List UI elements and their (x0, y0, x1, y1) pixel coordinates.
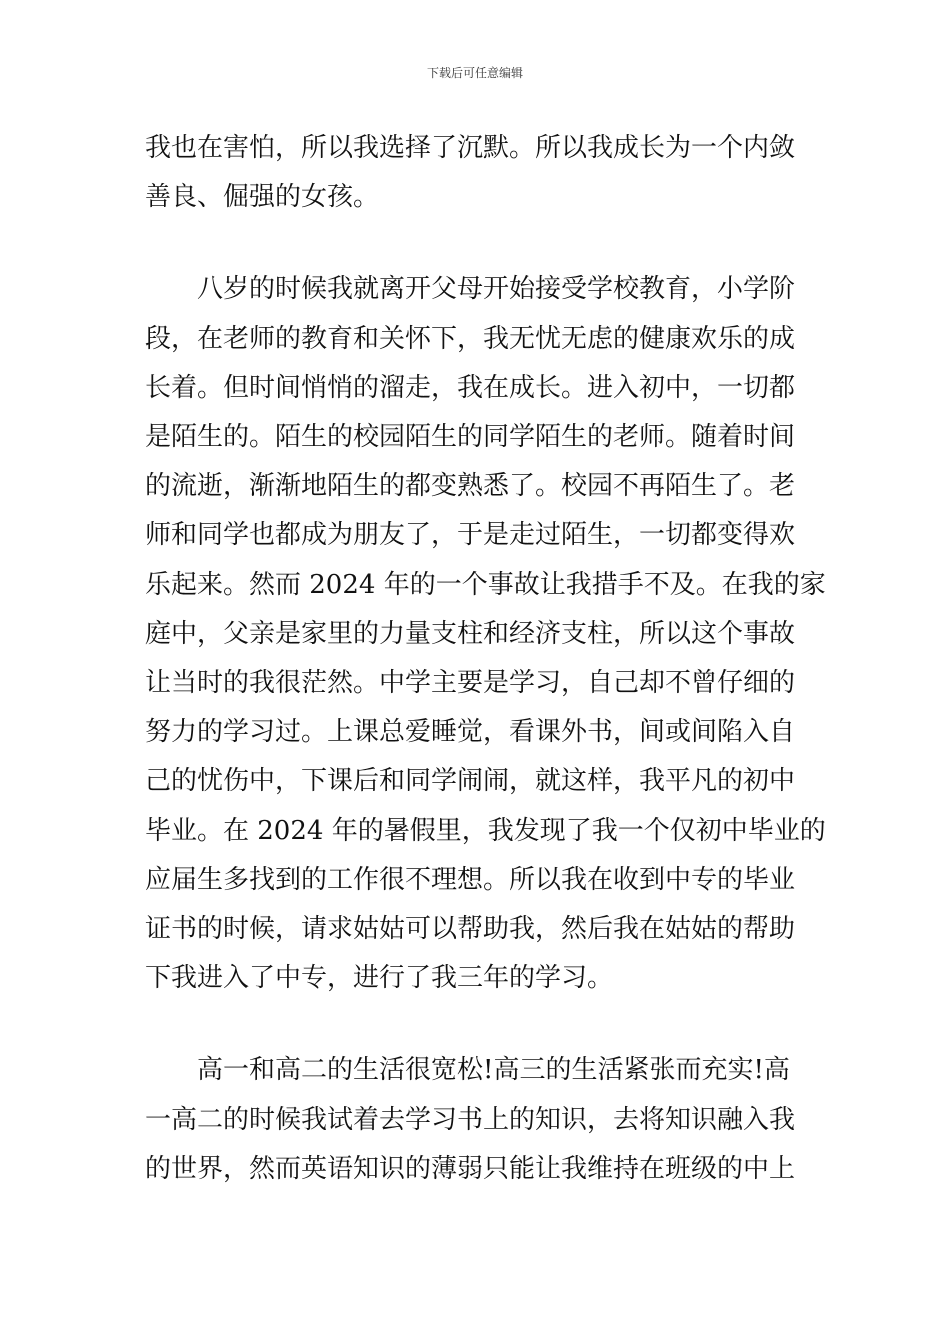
paragraph-line: 是陌生的。陌生的校园陌生的同学陌生的老师。随着时间 (145, 422, 796, 453)
paragraph-line: 八岁的时候我就离开父母开始接受学校教育，小学阶 (197, 274, 796, 305)
paragraph-1 (145, 124, 807, 222)
paragraph-line: 乐起来。然而 2024 年的一个事故让我措手不及。在我的家 (145, 569, 826, 600)
paragraph-line: 师和同学也都成为朋友了，于是走过陌生，一切都变得欢 (145, 520, 796, 551)
paragraph-line: 让当时的我很茫然。中学主要是学习，自己却不曾仔细的 (145, 668, 796, 699)
paragraph-line: 高一和高二的生活很宽松!高三的生活紧张而充实!高 (197, 1055, 790, 1086)
page-header (0, 64, 950, 82)
paragraph-line: 下我进入了中专，进行了我三年的学习。 (145, 963, 614, 994)
paragraph-line: 努力的学习过。上课总爱睡觉，看课外书，间或间陷入自 (145, 717, 796, 748)
paragraph-line: 长着。但时间悄悄的溜走，我在成长。进入初中，一切都 (145, 372, 796, 403)
paragraph-line: 的流逝，渐渐地陌生的都变熟悉了。校园不再陌生了。老 (145, 471, 796, 502)
paragraph-line: 一高二的时候我试着去学习书上的知识，去将知识融入我 (145, 1104, 796, 1135)
paragraph-line: 证书的时候，请求姑姑可以帮助我，然后我在姑姑的帮助 (145, 914, 796, 945)
header-text: 下载后可任意编辑 (426, 66, 523, 80)
paragraph-line: 毕业。在 2024 年的暑假里，我发现了我一个仅初中毕业的 (145, 815, 826, 846)
paragraph-3 (145, 1046, 807, 1194)
paragraph-line: 己的忧伤中，下课后和同学闹闹，就这样，我平凡的初中 (145, 766, 796, 797)
paragraph-line: 应届生多找到的工作很不理想。所以我在收到中专的毕业 (145, 864, 796, 895)
paragraph-line: 庭中，父亲是家里的力量支柱和经济支柱，所以这个事故 (145, 618, 796, 649)
paragraph-2 (145, 265, 826, 1003)
paragraph-line: 我也在害怕，所以我选择了沉默。所以我成长为一个内敛 (145, 133, 796, 163)
paragraph-line: 的世界，然而英语知识的薄弱只能让我维持在班级的中上 (145, 1153, 796, 1184)
paragraph-line: 段，在老师的教育和关怀下，我无忧无虑的健康欢乐的成 (145, 323, 796, 354)
document-body (145, 124, 826, 1194)
paragraph-line: 善良、倔强的女孩。 (145, 182, 380, 213)
